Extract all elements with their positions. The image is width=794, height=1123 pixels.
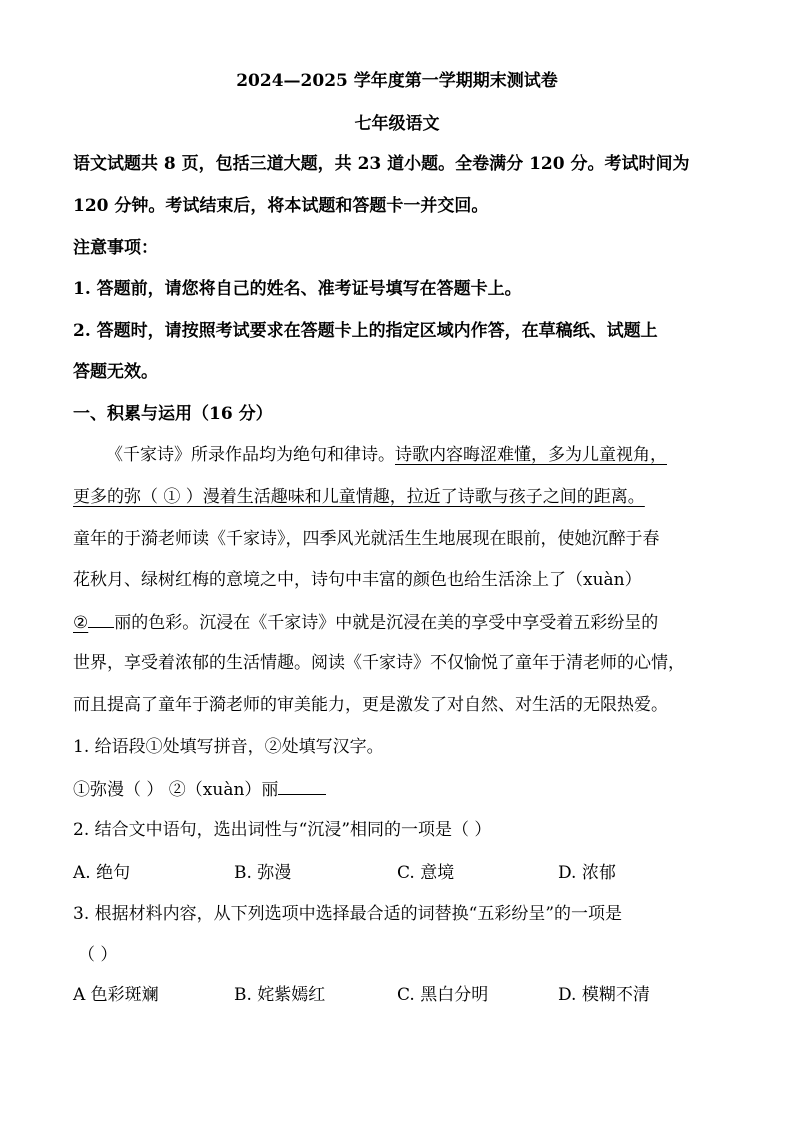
question-2-option-a[interactable]: A. 绝句 [73,863,131,883]
question-3-option-d[interactable]: D. 模糊不清 [558,985,650,1005]
passage-text: 《千家诗》所录作品均为绝句和律诗。 [106,445,395,465]
notice-item-2-line-2: 答题无效。 [73,362,158,382]
passage-line-2: 更多的弥（ ① ）漫着生活趣味和儿童情趣，拉近了诗歌与孩子之间的距离。 [73,487,645,507]
question-1-stem: 1. 给语段①处填写拼音，②处填写汉字。 [73,737,384,757]
notice-item-2-line-1: 2. 答题时，请按照考试要求在答题卡上的指定区域内作答，在草稿纸、试题上 [73,321,658,341]
passage-underlined-text: 诗歌内容晦涩难懂，多为儿童视角， [395,445,667,465]
question-3-option-c[interactable]: C. 黑白分明 [397,985,489,1005]
notice-heading: 注意事项： [73,238,158,258]
question-2-stem: 2. 结合文中语句，选出词性与“沉浸”相同的一项是（ ） [73,820,492,840]
passage-line-1 [106,444,667,466]
passage-line-6: 世界，享受着浓郁的生活情趣。阅读《千家诗》不仅愉悦了童年于清老师的心情， [73,653,685,673]
question-3-option-a[interactable]: A 色彩斑斓 [73,985,159,1005]
intro-line-2: 120 分钟。考试结束后，将本试题和答题卡一并交回。 [73,196,489,216]
answer-blank[interactable] [278,778,326,795]
fill-blank [88,611,114,628]
exam-title: 2024—2025 学年度第一学期期末测试卷 [236,71,558,91]
passage-line-4: 花秋月、绿树红梅的意境之中，诗句中丰富的颜色也给生活涂上了（xuàn） [73,570,642,590]
passage-line-7: 而且提高了童年于漪老师的审美能力，更是激发了对自然、对生活的无限热爱。 [73,695,668,715]
question-3-answer-paren: （ ） [78,945,118,965]
question-1-answer [73,778,326,801]
notice-item-1: 1. 答题前，请您将自己的姓名、准考证号填写在答题卡上。 [73,279,522,299]
question-2-option-d[interactable]: D. 浓郁 [558,863,616,883]
passage-line-5 [73,611,658,634]
passage-line-3: 童年的于漪老师读《千家诗》，四季风光就活生生地展现在眼前，使她沉醉于春 [73,529,660,549]
question-1-answer-text: ①弥漫（ ） ②（xuàn）丽 [73,780,279,800]
question-3-stem: 3. 根据材料内容，从下列选项中选择最合适的词替换“五彩纷呈”的一项是 [73,904,623,924]
intro-line-1: 语文试题共 8 页，包括三道大题，共 23 道小题。全卷满分 120 分。考试时间为 [73,154,690,174]
section-heading: 一、积累与运用（16 分） [73,404,273,424]
exam-subtitle: 七年级语文 [354,114,440,134]
question-2-option-b[interactable]: B. 弥漫 [234,863,292,883]
question-2-option-c[interactable]: C. 意境 [397,863,455,883]
blank-marker-2: ② [73,613,89,633]
passage-text: 丽的色彩。沉浸在《千家诗》中就是沉浸在美的享受中享受着五彩纷呈的 [114,613,659,633]
question-3-option-b[interactable]: B. 姹紫嫣红 [234,985,326,1005]
